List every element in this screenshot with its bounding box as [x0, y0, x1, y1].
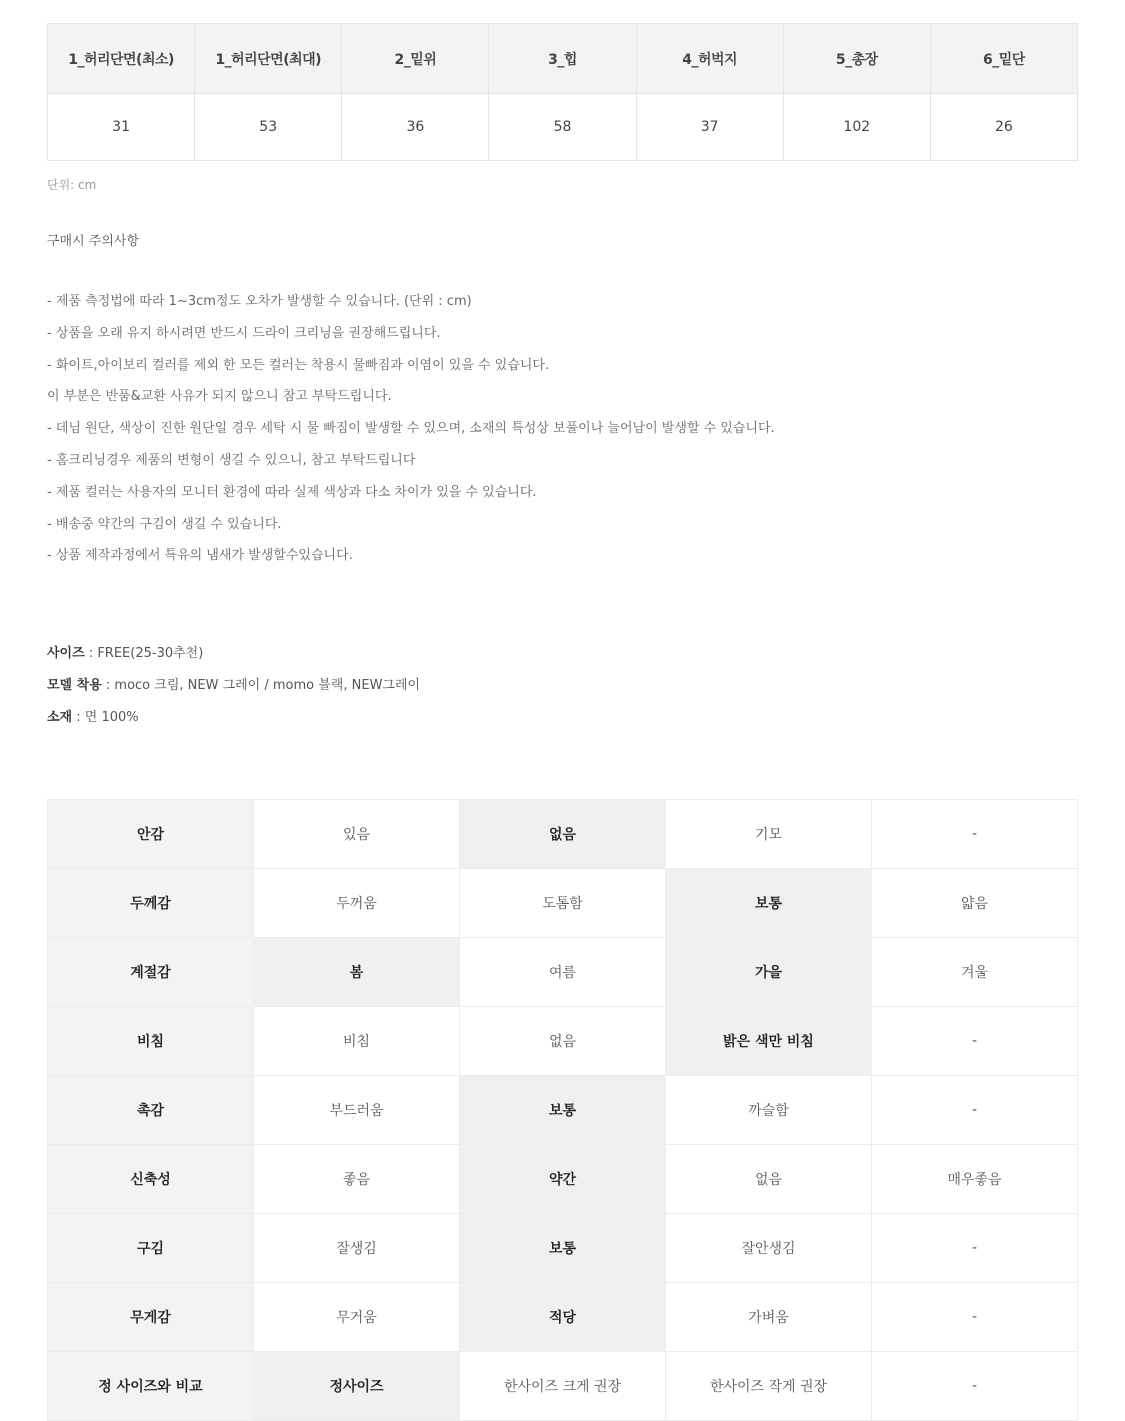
size-value-waist-min: 31 [48, 94, 195, 161]
notice-item: - 홈크리닝경우 제품의 변형이 생길 수 있으니, 참고 부탁드립니다 [47, 452, 416, 468]
attribute-option: 부드러움 [254, 1076, 460, 1145]
attribute-option-selected: 보통 [460, 1076, 666, 1145]
attribute-option: 비침 [254, 1007, 460, 1076]
attribute-option: 무거움 [254, 1283, 460, 1352]
spec-model [47, 676, 420, 708]
notice-item: - 제품 컬러는 사용자의 모니터 환경에 따라 실제 색상과 다소 차이가 있을 수 있습니다. [47, 484, 537, 500]
attribute-option-selected: 적당 [460, 1283, 666, 1352]
attribute-row [48, 1283, 1078, 1352]
notice-item: - 상품을 오래 유지 하시려면 반드시 드라이 크리닝을 권장해드립니다. [47, 325, 441, 341]
size-value-thigh: 37 [636, 94, 783, 161]
attribute-option: 여름 [460, 938, 666, 1007]
attribute-option-selected: 약간 [460, 1145, 666, 1214]
attribute-row [48, 869, 1078, 938]
size-table-value-row [48, 94, 1078, 161]
size-header-length: 5_총장 [783, 24, 930, 94]
spec-size [47, 644, 420, 676]
attribute-option-selected: 밝은 색만 비침 [666, 1007, 872, 1076]
attribute-option: 좋음 [254, 1145, 460, 1214]
attribute-label: 계절감 [48, 938, 254, 1007]
attribute-option: - [872, 1283, 1078, 1352]
size-value-waist-max: 53 [195, 94, 342, 161]
spec-model-value: : moco 크림, NEW 그레이 / momo 블랙, NEW그레이 [101, 678, 421, 693]
unit-note: 단위: cm [47, 178, 97, 192]
attribute-option: 얇음 [872, 869, 1078, 938]
attribute-label: 신축성 [48, 1145, 254, 1214]
attribute-option: 있음 [254, 800, 460, 869]
attribute-label: 비침 [48, 1007, 254, 1076]
attribute-option: 기모 [666, 800, 872, 869]
attribute-row [48, 1352, 1078, 1421]
attribute-option: - [872, 1007, 1078, 1076]
attribute-option-selected: 봄 [254, 938, 460, 1007]
attribute-option: 매우좋음 [872, 1145, 1078, 1214]
attribute-option-selected: 보통 [460, 1214, 666, 1283]
spec-material-value: : 면 100% [72, 710, 139, 725]
attribute-option: 잘생김 [254, 1214, 460, 1283]
attribute-option: 잘안생김 [666, 1214, 872, 1283]
size-value-hem: 26 [930, 94, 1077, 161]
attribute-label: 무게감 [48, 1283, 254, 1352]
notice-item: - 화이트,아이보리 컬러를 제외 한 모든 컬러는 착용시 물빠짐과 이염이 있을 수 있습니다. [47, 357, 550, 373]
attribute-table [47, 799, 1078, 1421]
spec-material [47, 708, 420, 740]
size-header-rise: 2_밑위 [342, 24, 489, 94]
attribute-label: 정 사이즈와 비교 [48, 1352, 254, 1421]
notice-item: - 상품 제작과정에서 특유의 냄새가 발생할수있습니다. [47, 548, 353, 564]
size-header-hem: 6_밑단 [930, 24, 1077, 94]
size-header-hip: 3_힙 [489, 24, 636, 94]
spec-size-value: : FREE(25-30추천) [84, 646, 204, 661]
attribute-option: 두꺼움 [254, 869, 460, 938]
attribute-option: 없음 [460, 1007, 666, 1076]
attribute-option: 가벼움 [666, 1283, 872, 1352]
attribute-option: - [872, 1352, 1078, 1421]
size-value-rise: 36 [342, 94, 489, 161]
attribute-option: 도톰함 [460, 869, 666, 938]
notice-item: - 데님 원단, 색상이 진한 원단일 경우 세탁 시 물 빠짐이 발생할 수 있으며, 소재의 특성상 보풀이나 늘어남이 발생할 수 있습니다. [47, 421, 775, 437]
size-table-header-row [48, 24, 1078, 94]
attribute-label: 안감 [48, 800, 254, 869]
notice-item: - 배송중 약간의 구김이 생길 수 있습니다. [47, 516, 282, 532]
attribute-row [48, 1214, 1078, 1283]
notice-item: 이 부분은 반품&교환 사유가 되지 않으니 참고 부탁드립니다. [47, 389, 392, 405]
size-header-thigh: 4_허벅지 [636, 24, 783, 94]
spec-material-label: 소재 [47, 710, 73, 725]
attribute-option: 한사이즈 작게 권장 [666, 1352, 872, 1421]
attribute-option: 까슬함 [666, 1076, 872, 1145]
attribute-option: 없음 [666, 1145, 872, 1214]
attribute-option-selected: 가을 [666, 938, 872, 1007]
size-header-waist-max: 1_허리단면(최대) [195, 24, 342, 94]
attribute-label: 촉감 [48, 1076, 254, 1145]
attribute-option: 겨울 [872, 938, 1078, 1007]
attribute-table-body [48, 800, 1078, 1421]
size-value-hip: 58 [489, 94, 636, 161]
size-table [47, 23, 1078, 161]
notice-list [47, 292, 775, 578]
notice-title: 구매시 주의사항 [47, 234, 140, 249]
attribute-row [48, 800, 1078, 869]
attribute-option-selected: 보통 [666, 869, 872, 938]
attribute-option: 한사이즈 크게 권장 [460, 1352, 666, 1421]
attribute-row [48, 1076, 1078, 1145]
spec-model-label: 모델 착용 [47, 678, 102, 693]
attribute-option-selected: 정사이즈 [254, 1352, 460, 1421]
attribute-option: - [872, 1076, 1078, 1145]
attribute-label: 구김 [48, 1214, 254, 1283]
attribute-row [48, 1007, 1078, 1076]
notice-item: - 제품 측정법에 따라 1~3cm정도 오차가 발생할 수 있습니다. (단위 : cm) [47, 294, 472, 309]
spec-size-label: 사이즈 [47, 646, 85, 661]
spec-list [47, 644, 420, 740]
size-header-waist-min: 1_허리단면(최소) [48, 24, 195, 94]
attribute-row [48, 938, 1078, 1007]
size-value-length: 102 [783, 94, 930, 161]
attribute-option: - [872, 1214, 1078, 1283]
attribute-row [48, 1145, 1078, 1214]
attribute-option-selected: 없음 [460, 800, 666, 869]
attribute-option: - [872, 800, 1078, 869]
attribute-label: 두께감 [48, 869, 254, 938]
